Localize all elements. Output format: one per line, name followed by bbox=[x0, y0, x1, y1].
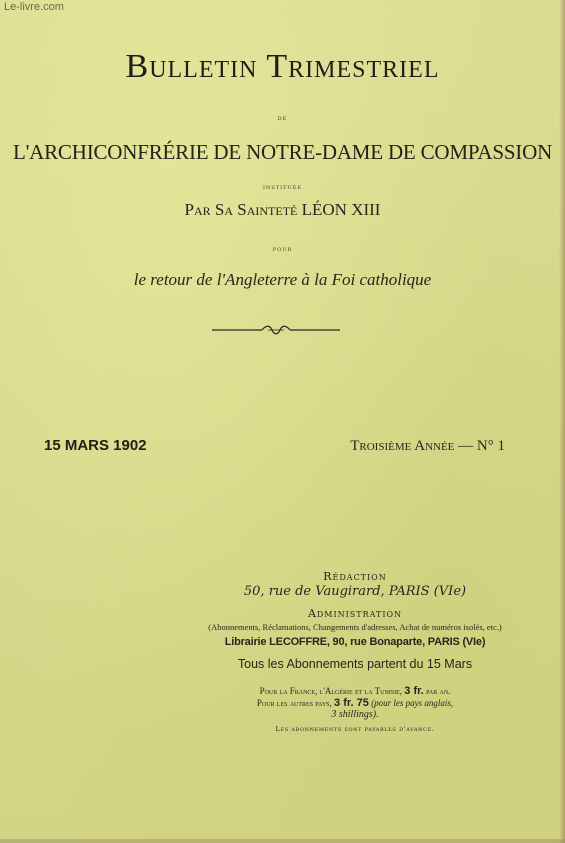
ornament-divider bbox=[212, 322, 340, 338]
subscriptions-note: Tous les Abonnements partent du 15 Mars bbox=[237, 657, 473, 671]
purpose-line: le retour de l'Angleterre à la Foi catholique bbox=[133, 270, 432, 289]
france-price: 3 fr. bbox=[404, 685, 424, 697]
page-edge-right bbox=[559, 0, 565, 843]
payment-note: Les abonnements sont payables d'avance. bbox=[275, 725, 435, 733]
issue-number: Troisième Année — N° 1 bbox=[350, 438, 505, 454]
shillings-note: 3 shillings). bbox=[331, 709, 379, 720]
administration-heading: Administration bbox=[307, 607, 403, 620]
confrerie-title: L'ARCHICONFRÉRIE DE NOTRE-DAME DE COMPASSION bbox=[12, 140, 553, 164]
redaction-address: 50, rue de Vaugirard, PARIS (VIe) bbox=[243, 584, 467, 599]
instituee-label: instituée bbox=[263, 183, 302, 191]
watermark: Le-livre.com bbox=[4, 1, 64, 13]
france-label: Pour la France, l'Algérie et la Tunisie, bbox=[259, 686, 403, 696]
france-suffix: par an. bbox=[426, 686, 451, 696]
autres-label: Pour les autres pays, bbox=[256, 698, 332, 708]
pope-line: Par Sa Sainteté LÉON XIII bbox=[184, 200, 381, 219]
bulletin-title: Bulletin Trimestriel bbox=[125, 48, 440, 85]
librairie-address: Librairie LECOFFRE, 90, rue Bonaparte, PARIS (VIe) bbox=[224, 636, 486, 648]
price-france bbox=[180, 685, 530, 697]
issue-date: 15 MARS 1902 bbox=[44, 437, 147, 454]
autres-price: 3 fr. 75 bbox=[334, 697, 369, 709]
pour-label: pour bbox=[272, 245, 293, 253]
page-edge-bottom bbox=[0, 839, 565, 843]
redaction-heading: Rédaction bbox=[323, 570, 387, 583]
de-label: de bbox=[277, 114, 288, 122]
autres-suffix: (pour les pays anglais, bbox=[371, 698, 454, 708]
price-other-countries bbox=[180, 697, 530, 709]
administration-details: (Abonnements, Réclamations, Changements d'adresses, Achat de numéros isolés, etc.) bbox=[208, 622, 502, 632]
